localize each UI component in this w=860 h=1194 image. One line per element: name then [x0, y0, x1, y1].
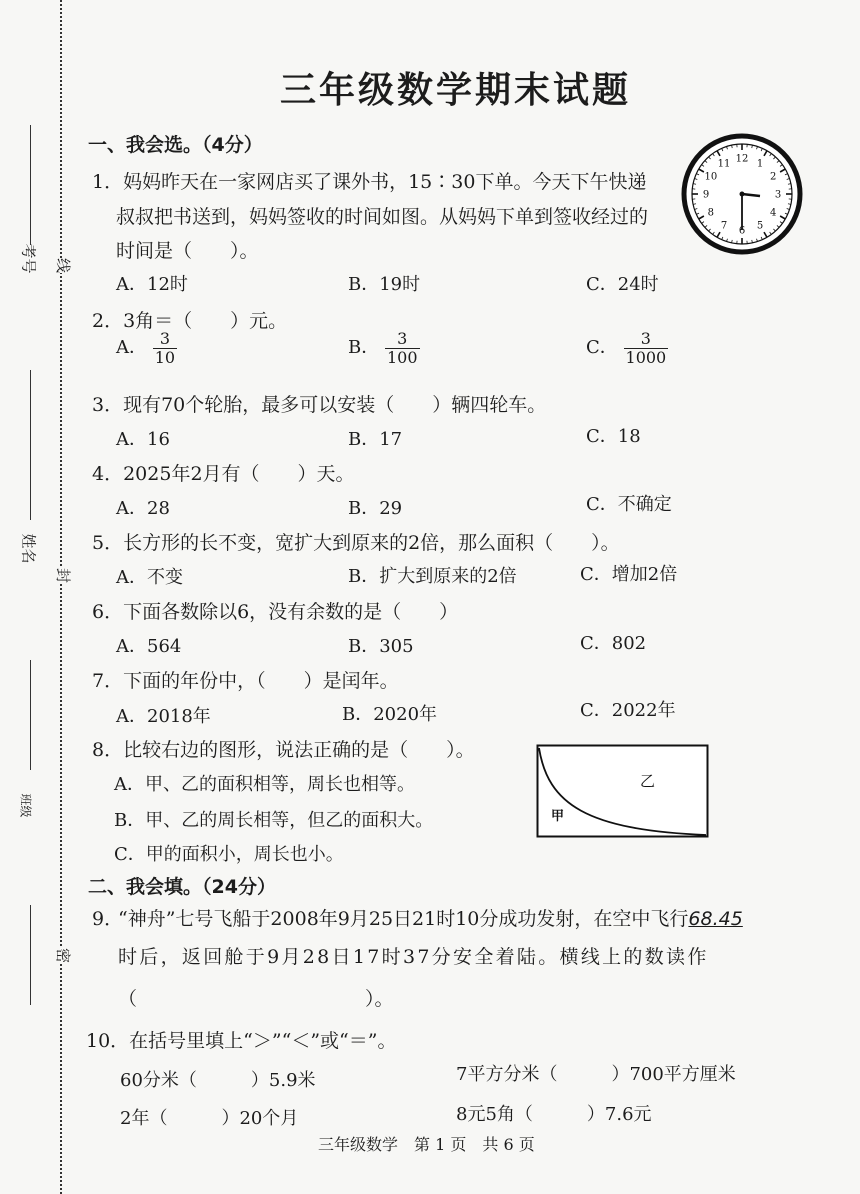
section-1-heading: 一、我会选。（4分）: [88, 134, 263, 156]
q8-stem: 8．比较右边的图形，说法正确的是（ ）。: [92, 739, 475, 761]
clock-number: 9: [702, 189, 710, 201]
q2-option-b: [348, 330, 420, 366]
clock-number: 3: [774, 189, 782, 201]
q2-option-b-fraction: [385, 330, 420, 366]
clock-number: 6: [738, 225, 746, 237]
q2-c-numerator: 3: [640, 329, 651, 348]
q8-label-yi: 乙: [640, 772, 656, 790]
exam-no-blank: [30, 125, 31, 245]
exam-no-label: 考号: [19, 243, 38, 274]
q8-option-b: B．甲、乙的周长相等，但乙的面积大。: [114, 810, 434, 831]
q1-option-c: C．24时: [586, 274, 659, 295]
q5-option-b: B．扩大到原来的2倍: [348, 566, 517, 587]
q3-option-c: C．18: [586, 426, 641, 447]
q2-option-c-fraction: [624, 330, 669, 366]
page-footer: 三年级数学 第 1 页 共 6 页: [318, 1135, 535, 1154]
q4-option-a: A．28: [116, 498, 170, 519]
binding-dotted-line: [60, 0, 62, 1194]
q6-option-a: A．564: [116, 636, 182, 657]
q9-line2: 时后，返回舱于9月28日17时37分安全着陆。横线上的数读作: [118, 946, 709, 968]
q2-a-numerator: 3: [159, 329, 170, 348]
seal-char-secret: 密: [54, 947, 73, 964]
q3-stem: 3．现有70个轮胎，最多可以安装（ ）辆四轮车。: [92, 394, 547, 416]
q2-option-c-label: C．: [586, 337, 618, 359]
class-label: 班级: [18, 793, 33, 818]
q9-number: 9．: [92, 908, 124, 930]
clock-number: 7: [720, 220, 728, 232]
q6-option-c: C．802: [580, 633, 647, 654]
q5-option-a: A．不变: [116, 567, 183, 588]
q9-underlined-number: 68.45: [688, 908, 743, 930]
section-2-heading: 二、我会填。（24分）: [88, 876, 276, 898]
q9-answer-blank: （ ）。: [118, 988, 394, 1010]
clock-center: [740, 192, 745, 197]
q2-b-denominator: 100: [386, 347, 418, 367]
q7-option-c: C．2022年: [580, 700, 676, 721]
q3-option-a: A．16: [116, 429, 170, 450]
q1-option-a: A．12时: [116, 274, 188, 295]
q2-option-a-label: A．: [116, 337, 147, 359]
page-title: 三年级数学期末试题: [280, 70, 632, 111]
seal-char-seal: 封: [54, 567, 73, 584]
q1-option-b: B．19时: [348, 274, 421, 295]
clock-figure: [680, 132, 804, 256]
name-label: 姓名: [19, 533, 38, 564]
q10-compare-4: 8元5角（ ）7.6元: [456, 1104, 652, 1125]
q2-stem: 2．3角＝（ ）元。: [92, 310, 288, 332]
q2-option-b-label: B．: [348, 337, 380, 359]
q3-option-b: B．17: [348, 429, 403, 450]
q10-compare-3: 2年（ ）20个月: [120, 1108, 299, 1129]
q9-line1-text: “神舟”七号飞船于2008年9月25日21时10分成功发射，在空中飞行: [118, 908, 689, 930]
q4-stem: 4．2025年2月有（ ）天。: [92, 463, 355, 485]
clock-number: 4: [769, 207, 777, 219]
q2-a-denominator: 10: [154, 347, 176, 367]
clock-number: 11: [717, 158, 731, 170]
q10-compare-2: 7平方分米（ ）700平方厘米: [456, 1064, 736, 1085]
q6-stem: 6．下面各数除以6，没有余数的是（ ）: [92, 601, 459, 623]
q1-line1: 1．妈妈昨天在一家网店买了课外书，15∶30下单。今天下午快递: [92, 171, 647, 193]
q4-option-c: C．不确定: [586, 494, 672, 515]
name-blank: [30, 370, 31, 520]
q8-shape-figure: [536, 744, 710, 840]
q6-option-b: B．305: [348, 636, 414, 657]
q2-c-denominator: 1000: [625, 347, 667, 367]
q10-stem: 10．在括号里填上“＞”“＜”或“＝”。: [86, 1030, 397, 1052]
q7-option-b: B．2020年: [342, 704, 438, 725]
clock-number: 5: [756, 220, 764, 232]
class-blank: [30, 660, 31, 770]
q10-compare-1: 60分米（ ）5.9米: [120, 1070, 316, 1091]
clock-number: 12: [735, 153, 749, 165]
clock-number: 1: [756, 158, 764, 170]
clock-number: 10: [704, 171, 718, 183]
extra-blank: [30, 905, 31, 1005]
q1-line3: 时间是（ ）。: [116, 240, 259, 262]
q2-option-c: [586, 330, 668, 366]
clock-number: 8: [707, 207, 715, 219]
q5-stem: 5．长方形的长不变，宽扩大到原来的2倍，那么面积（ ）。: [92, 532, 620, 554]
q2-b-numerator: 3: [397, 329, 408, 348]
q8-label-jia: 甲: [551, 809, 565, 824]
clock-number: 2: [769, 171, 777, 183]
q7-stem: 7．下面的年份中，（ ）是闰年。: [92, 670, 399, 692]
q4-option-b: B．29: [348, 498, 403, 519]
seal-char-line: 线: [54, 257, 73, 274]
q7-option-a: A．2018年: [116, 706, 211, 727]
q2-option-a-fraction: [153, 330, 177, 366]
q9-line1: [118, 904, 743, 931]
q1-line2: 叔叔把书送到，妈妈签收的时间如图。从妈妈下单到签收经过的: [116, 206, 649, 228]
q8-option-a: A．甲、乙的面积相等，周长也相等。: [114, 774, 415, 795]
q2-option-a: [116, 330, 177, 366]
q8-option-c: C．甲的面积小，周长也小。: [114, 844, 344, 865]
q5-option-c: C．增加2倍: [580, 564, 678, 585]
